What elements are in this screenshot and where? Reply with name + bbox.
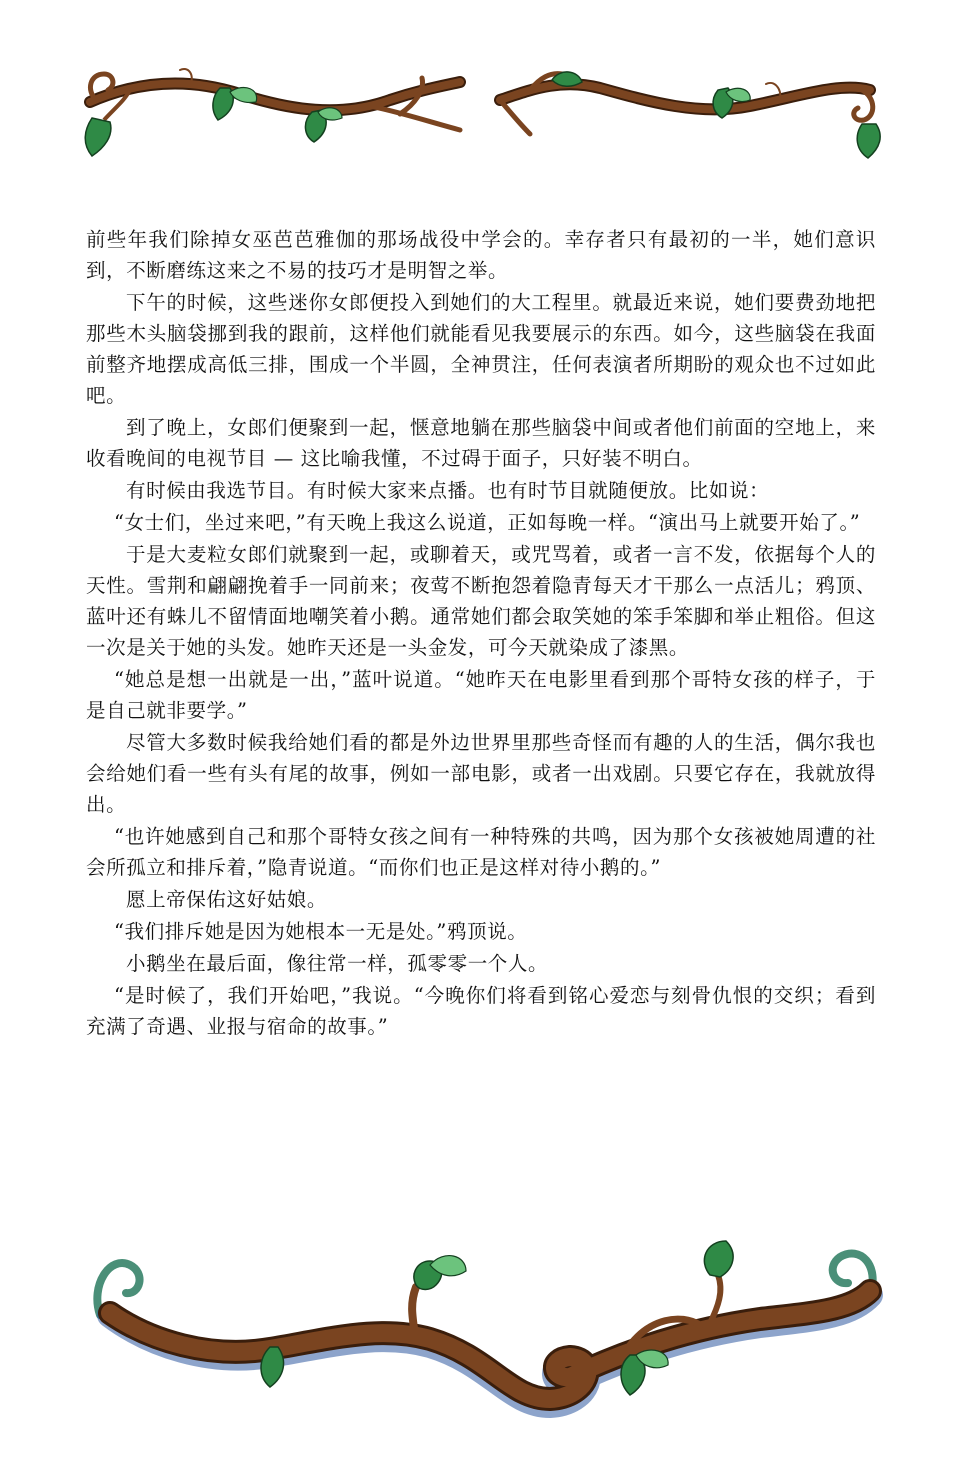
paragraph-2: 下午的时候，这些迷你女郎便投入到她们的大工程里。就最近来说，她们要费劲地把那些木头脑袋挪到我的跟前，这样他们就能看见我要展示的东西。如今，这些脑袋在我面前整齐地摆成高低三排，围成一个半圆，全神贯注，任何表演者所期盼的观众也不过如此吧。 bbox=[86, 291, 876, 407]
paragraph-12: 小鹅坐在最后面，像往常一样，孤零零一个人。 bbox=[126, 952, 549, 975]
paragraph-1: 前些年我们除掉女巫芭芭雅伽的那场战役中学会的。幸存者只有最初的一半，她们意识到，不断磨练这来之不易的技巧才是明智之举。 bbox=[86, 228, 876, 282]
paragraph-3: 到了晚上，女郎们便聚到一起，惬意地躺在那些脑袋中间或者他们前面的空地上，来收看晚间的电视节目 — 这比喻我懂，不过碍于面子，只好装不明白。 bbox=[86, 416, 876, 470]
vine-branch-bottom-icon bbox=[70, 1235, 890, 1455]
paragraph-5: “女士们，坐过来吧，”有天晚上我这么说道，正如每晚一样。“演出马上就要开始了。” bbox=[114, 511, 861, 534]
paragraph-6: 于是大麦粒女郎们就聚到一起，或聊着天，或咒骂着，或者一言不发，依据每个人的天性。雪荆和翩翩挽着手一同前来；夜莺不断抱怨着隐青每天才干那么一点活儿；鸦顶、蓝叶还有蛛儿不留情面地嘲笑着小鹅。通常她们都会取笑她的笨手笨脚和举止粗俗。但这一次是关于她的头发。她昨天还是一头金发，可今天就染成了漆黑。 bbox=[86, 543, 876, 659]
paragraph-10: 愿上帝保佑这好姑娘。 bbox=[126, 888, 328, 911]
story-text bbox=[86, 224, 876, 1043]
paragraph-9: “也许她感到自己和那个哥特女孩之间有一种特殊的共鸣，因为那个女孩被她周遭的社会所孤立和排斥着，”隐青说道。“而你们也正是这样对待小鹅的。” bbox=[86, 825, 876, 879]
paragraph-11: “我们排斥她是因为她根本一无是处。”鸦顶说。 bbox=[114, 920, 528, 943]
paragraph-8: 尽管大多数时候我给她们看的都是外边世界里那些奇怪而有趣的人的生活，偶尔我也会给她们看一些有头有尾的故事，例如一部电影，或者一出戏剧。只要它存在，我就放得出。 bbox=[86, 731, 876, 816]
vine-ornament-top-left-icon bbox=[70, 60, 470, 165]
paragraph-7: “她总是想一出就是一出，”蓝叶说道。“她昨天在电影里看到那个哥特女孩的样子，于是自己就非要学。” bbox=[86, 668, 876, 722]
paragraph-4: 有时候由我选节目。有时候大家来点播。也有时节目就随便放。比如说： bbox=[126, 479, 770, 502]
vine-ornament-top-right-icon bbox=[490, 60, 890, 165]
paragraph-13: “是时候了，我们开始吧，”我说。“今晚你们将看到铭心爱恋与刻骨仇恨的交织；看到充满了奇遇、业报与宿命的故事。” bbox=[86, 984, 876, 1038]
